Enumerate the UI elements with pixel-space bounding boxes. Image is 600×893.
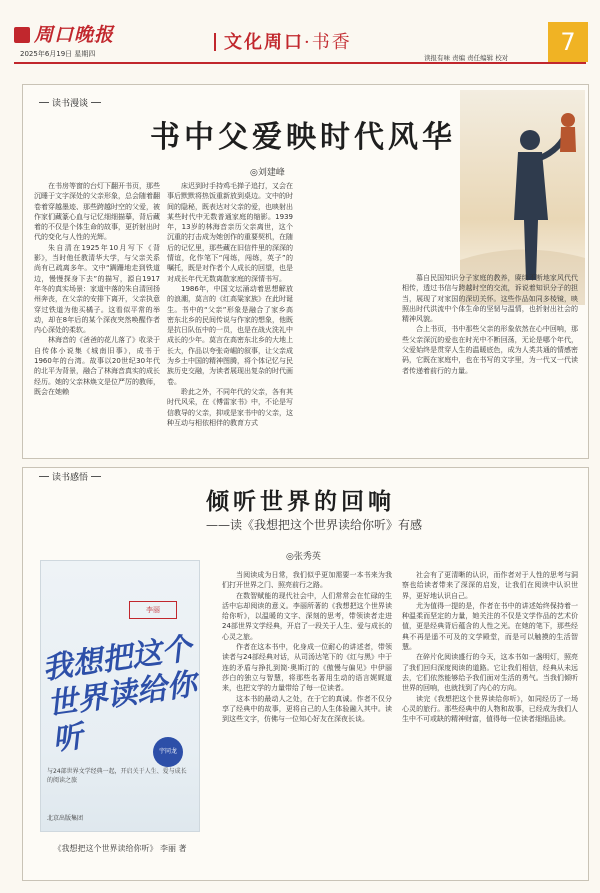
cover-publisher: 北京出版集团 [47,815,84,822]
paragraph: 读完《我想把这个世界读给你听》，如同经历了一场心灵的旅行。那些经典中的人物和故事，已经成为我们人生中不可或缺的精神财富，值得每一位读者细细品读。 [402,694,578,724]
article1-column-3 [402,273,578,448]
paragraph: 在数智赋能的现代社会中，人们常常会在忙碌的生活中忘却阅读的意义。李丽所著的《我想把这个世界读给你听》，以温暖的文字、深刻的思考，带领读者走进24部世界文学经典，开启了一段关于人生、爱与成长的心灵之旅。 [222,591,392,641]
paragraph: 尤为值得一提的是，作者在书中的讲述始终保持着一种温柔而坚定的力量，她关注的不仅是文学作品的艺术价值，更是经典背后蕴含的人性之光。在她的笔下，那些经典不再是遥不可及的文学殿堂，而是可以触摸的生活智慧。 [402,601,578,652]
editor-credits: 读报有味 责编 责任编辑 校对 [424,54,509,62]
logo-text: 周口晚报 [34,24,115,46]
paragraph: 慕自民国知识分子家庭的教养，赓续不断地家风代代相传，透过书信与跨越时空的交流，诉说着知识分子的担当，展现了对家国的深切关怀。这些作品如同多棱镜，映照出时代洪流中个体生命的坚韧与温情，也折射出社会的精神风貌。 [402,274,578,324]
paragraph: 1986年，中国文坛涌动着思想解放的浪潮，莫言的《红高粱家族》在此时诞生。书中的“父亲”形象是融合了家乡高密东北乡的民间传说与作家的想象，他既是抗日队伍中的一员，也是在战火洗礼中成长的少年。莫言在高密东北乡的大地上长大，作品以夸张奇崛的叙事，让父亲成为乡土中国的精神图腾，将个体记忆与民族历史交融，为读者展现出复杂的时代画卷。 [167,284,293,386]
header-divider [14,62,586,64]
newspaper-logo [14,20,114,47]
logo-mark-icon [14,27,30,43]
book-caption: 《我想把这个世界读给你听》 李丽 著 [53,844,187,853]
paragraph: 这本书的最动人之处，在于它的真诚。作者不仅分享了经典中的故事，更将自己的人生体验融入其中。读到这些文字，仿佛与一位知心好友在深夜长谈。 [222,694,392,724]
article2-title: 倾听世界的回响 [206,488,395,515]
cover-stamp: 宇同龙 [153,737,183,767]
paragraph: 合上书页，书中那些父亲的形象依然在心中回响，那些父亲深沉的爱也在时光中不断回荡，无论是哪个年代，父爱始终是贯穿人生的温暖底色，成为人类共通的情感密码，它既在家庭中，也在书写的文字里，为一代又一代读者传递着前行的力量。 [402,325,578,375]
article1-author: ◎刘建峰 [250,168,285,178]
paragraph: 在书房等窗的台灯下翻开书页，那些沉睡于文字深处的父亲形象，总会随着翻卷着穿越墨迹、那些跨越时空的父爱，被作家们藏篆心血与记忆细细描摹，背后藏着的不仅是个体生命的故事，更折射出时代的变化与人性的光辉。 [34,182,160,242]
issue-date: 2025年6月19日 星期四 [20,50,96,58]
article1-column-2 [167,181,293,451]
section-title-main: 文化周口 [224,32,304,53]
article1-tag: 读书漫谈 [36,96,104,109]
book-cover-image [40,560,200,832]
section-title-sub: ·书香 [304,32,352,53]
paragraph: 社会有了更清晰的认识，而作者对于人性的思考与洞察也给读者带来了深深的启发，让我们在阅读中认识世界，更好地认识自己。 [402,571,578,600]
section-title [214,28,352,54]
paragraph: 林海音的《爸爸的花儿落了》收录于自传体小说集《城南旧事》，成书于1960年的台湾。故事以20世纪30年代的北平为背景，融合了林海音真实的成长经历。她的父亲林焕文是位严厉的教师，既会在她赖 [34,336,160,396]
cover-author: 李丽 [129,601,177,619]
paragraph: 在碎片化阅读盛行的今天，这本书如一盏明灯，照亮了我们回归深度阅读的道路。它让我们相信，经典从未远去，它们依然能够给予我们面对生活的勇气。当我们倾听世界的回响，也就找到了内心的方向。 [402,653,578,693]
article1-column-1 [34,181,160,451]
article2-author: ◎张秀英 [286,552,321,562]
paragraph: 朱自清在1925年10月写下《背影》，当时他任教清华大学，与父亲关系尚有已疏离多年。文中“蹒跚地走到铁道边，慢慢探身下去”的描写，源自1917年冬的真实场景：家道中落的朱自清回扬州奔丧，在父亲的安排下离开，父亲执意穿过铁道为他买橘子。这看似平常的举动，却在8年后的某个深夜突然唤醒作者内心深处的柔软。 [34,243,160,335]
article1-title: 书中父爱映时代风华 [150,120,456,155]
page-number: 7 [548,22,588,62]
article2-column-1 [222,570,392,870]
article2-tag: 读书感悟 [36,470,104,483]
cover-title: 我想把这个世界读给你听 [40,631,199,759]
paragraph: 作者在这本书中，化身成一位耐心的讲述者，带领读者与24部经典对话，从司汤达笔下的《红与黑》中于连的矛盾与挣扎到简·奥斯汀的《傲慢与偏见》中伊丽莎白的独立与智慧，将那些名著用生动的语言娓娓道来，也把文学的力量带给了每一位读者。 [222,643,392,693]
article2-column-2 [402,570,578,870]
paragraph: 当阅读成为日常，我们似乎更加需要一本书来为我们打开世界之门、照亮前行之路。 [222,571,392,590]
section-bar [214,33,216,51]
paragraph: 床迟到时手持鸡毛掸子追打，又会在事后默默将热饭重新放到桌边。文中的时间的隐秘，既表达对父亲的爱，也映射出某些时代中无数普通家庭的缩影。1939年，13岁的林海音亲历父亲离世，这个沉重的打击成为她创作的重要契机，在随后的记忆里，那些藏在旧信件里的深深的情谊，化作笔下“闯练，闯练，英子”的嘱托，既是对作者个人成长的回望，也是对成长年代无数离散家庭的深情书写。 [167,182,293,283]
cover-blurb: 与24部世界文学经典一起，开启关于人生、爱与成长的阅读之旅 [47,768,187,784]
paragraph: 聆此之外，不同年代的父亲，各有其时代风采，在《傅雷家书》中，不论是写信教导的父亲，抑或是家书中的父亲，这种互动与相依相伴的教育方式 [167,387,293,427]
article2-subtitle: ——读《我想把这个世界读给你听》有感 [206,518,423,532]
